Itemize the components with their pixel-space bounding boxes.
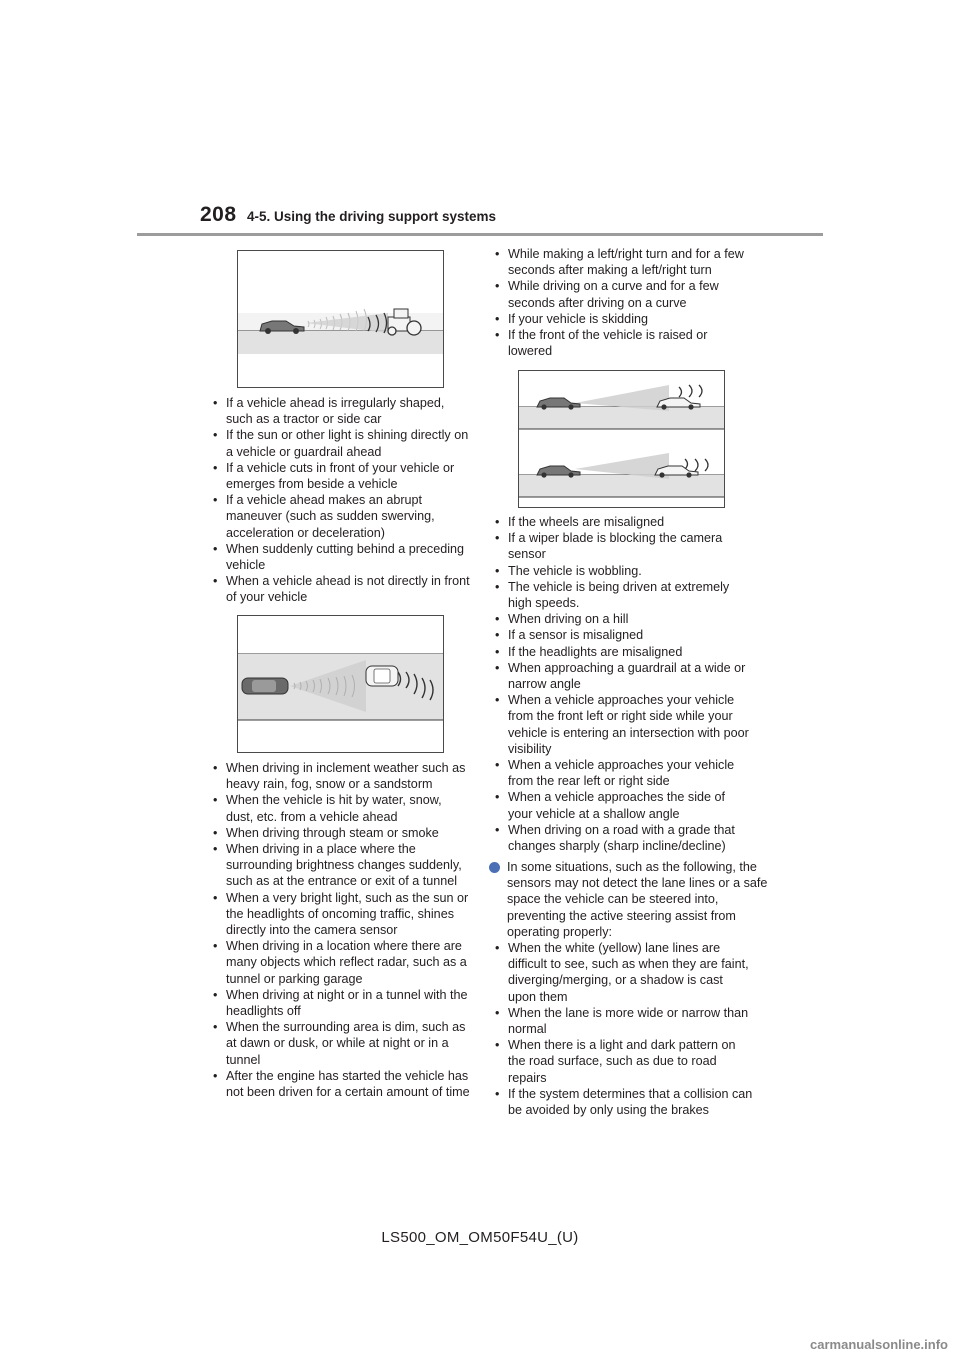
blue-circle-bullet-icon	[489, 862, 500, 873]
list-item: • When there is a light and dark pattern on the road surface, such as due to road repairs	[495, 1038, 736, 1085]
list-item: • The vehicle is wobbling.	[495, 563, 642, 578]
list-item: • If the wheels are misaligned	[495, 515, 665, 529]
list-item: • When driving in a place where the surrounding brightness changes suddenly, such as at the entrance or exit of a tunnel	[213, 842, 462, 889]
list-item: • When driving through steam or smoke	[213, 825, 439, 840]
manual-code: LS500_OM_OM50F54U_(U)	[381, 1229, 579, 1246]
right-bullet-list-3	[489, 940, 753, 1118]
list-item: • If a vehicle ahead is irregularly shaped, such as a tractor or side car	[213, 396, 445, 427]
list-item: • If the headlights are misaligned	[495, 644, 683, 659]
figure-tractor-svg	[238, 251, 443, 387]
list-item: • If a wiper blade is blocking the camera sensor	[495, 531, 723, 562]
figure-tractor-ahead	[237, 250, 444, 388]
list-item: • If the front of the vehicle is raised or lowered	[495, 328, 708, 359]
list-item: • When a vehicle ahead is not directly in front of your vehicle	[213, 574, 470, 605]
list-item: • When the white (yellow) lane lines are difficult to see, such as when they are faint, diverging/merging, or a shadow is cast upon them	[495, 941, 749, 1004]
left-bullet-list-1	[207, 395, 471, 606]
header-rule	[137, 233, 823, 236]
list-item: • If your vehicle is skidding	[495, 311, 648, 326]
list-item: • When driving in inclement weather such as heavy rain, fog, snow or a sandstorm	[213, 761, 466, 792]
lane-detection-note	[489, 859, 773, 940]
list-item: • When suddenly cutting behind a preceding vehicle	[213, 541, 465, 573]
list-item: • If the sun or other light is shining directly on a vehicle or guardrail ahead	[213, 428, 469, 459]
list-item: • If a vehicle cuts in front of your vehicle or emerges from beside a vehicle	[213, 460, 455, 492]
note-text: In some situations, such as the following, the sensors may not detect the lane lines or a safe space the vehicle can be steered into, preventing the active steering assist from operating properly:	[507, 860, 768, 939]
figure-curve-svg	[519, 371, 724, 507]
list-item: • When the lane is more wide or narrow than normal	[495, 1005, 749, 1037]
left-bullet-list-2	[207, 760, 471, 1100]
list-item: • After the engine has started the vehicle has not been driven for a certain amount of time	[213, 1068, 470, 1100]
list-item: • When approaching a guardrail at a wide or narrow angle	[495, 660, 746, 692]
list-item: • When a vehicle approaches the side of your vehicle at a shallow angle	[495, 790, 726, 821]
list-item: • When driving on a road with a grade that changes sharply (sharp incline/decline)	[495, 822, 735, 854]
page-number: 208	[200, 203, 237, 226]
list-item: • The vehicle is being driven at extremely high speeds.	[495, 579, 730, 611]
list-item: • While driving on a curve and for a few seconds after driving on a curve	[495, 279, 719, 310]
list-item: • When the surrounding area is dim, such as at dawn or dusk, or while at night or in a tunnel	[213, 1020, 466, 1067]
list-item: • When the vehicle is hit by water, snow, dust, etc. from a vehicle ahead	[213, 793, 442, 824]
right-bullet-list-1	[489, 246, 753, 359]
figure-curve-driving	[518, 370, 725, 508]
site-watermark: carmanualsonline.info	[810, 1337, 948, 1352]
list-item: • When driving at night or in a tunnel with the headlights off	[213, 987, 468, 1019]
list-item: • When a vehicle approaches your vehicle from the front left or right side while your vehicle is entering an intersection with poor visibility	[495, 693, 749, 756]
list-item: • When a very bright light, such as the sun or the headlights of oncoming traffic, shines directly into the camera sensor	[213, 890, 469, 938]
page-header	[0, 0, 960, 240]
list-item: • If a vehicle ahead makes an abrupt maneuver (such as sudden swerving, acceleration or deceleration)	[213, 493, 435, 540]
figure-offset-svg	[238, 616, 443, 752]
list-item: • When driving on a hill	[495, 612, 629, 627]
list-item: • When a vehicle approaches your vehicle from the rear left or right side	[495, 758, 735, 789]
right-bullet-list-2	[489, 514, 753, 854]
list-item: • If the system determines that a collision can be avoided by only using the brakes	[495, 1086, 753, 1118]
list-item: • If a sensor is misaligned	[495, 628, 644, 643]
figure-vehicle-offset	[237, 615, 444, 753]
section-title: 4-5. Using the driving support systems	[247, 209, 497, 224]
list-item: • While making a left/right turn and for a few seconds after making a left/right turn	[495, 247, 744, 278]
list-item: • When driving in a location where there are many objects which reflect radar, such as a tunnel or parking garage	[213, 939, 467, 986]
